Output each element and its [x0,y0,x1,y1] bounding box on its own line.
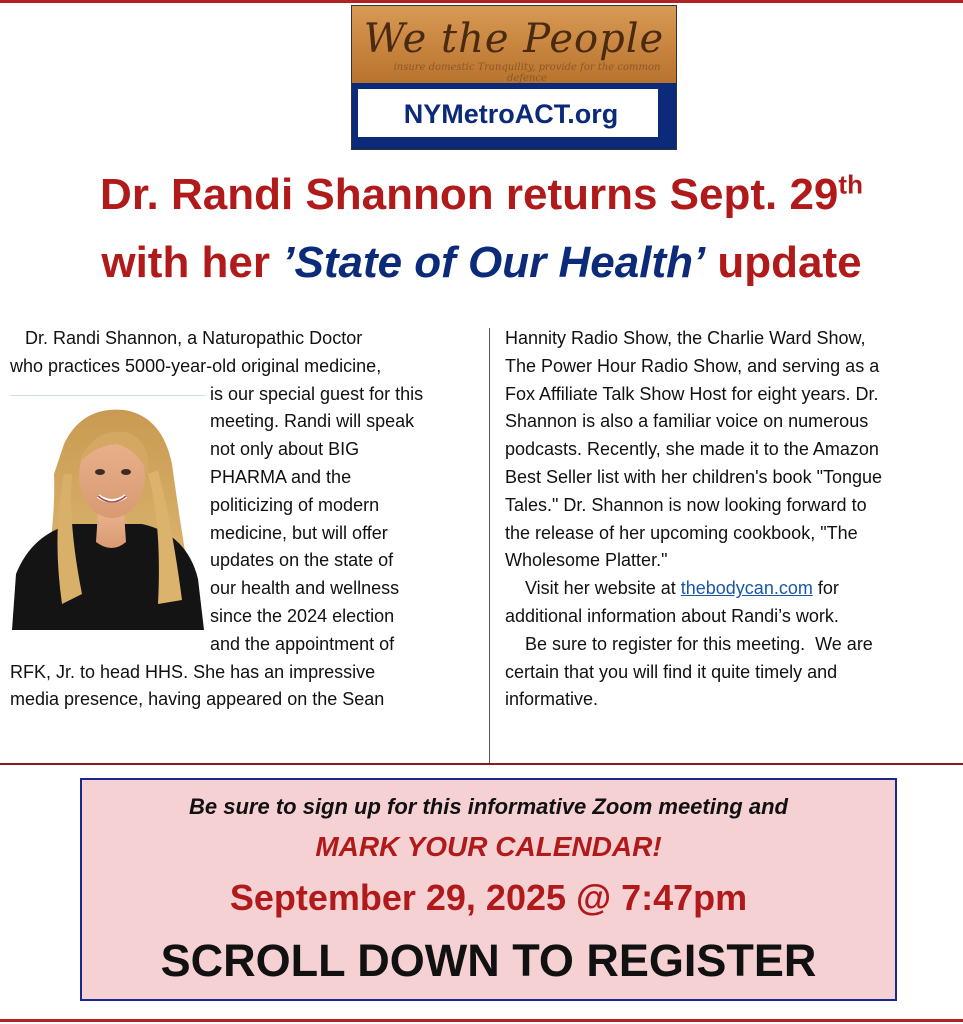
photo-rule [10,395,205,396]
left-indented-line: politicizing of modern [210,494,380,515]
headline-line-2-pre: with her [101,238,283,287]
visit-text: Visit her website at [505,578,681,599]
visit-line [505,575,955,603]
register-line: Be sure to register for this meeting. We are [505,633,873,654]
headline-line-2-post: update [705,238,862,287]
registration-callout [80,778,897,1001]
headline-line-1 [0,170,963,220]
visit-text-end: for [812,578,839,599]
right-line: podcasts. Recently, she made it to the Amazon [505,439,879,460]
headline-line-2 [0,238,963,288]
left-line: media presence, having appeared on the Sean [10,689,385,710]
logo-site-text: NYMetroACT.org [403,99,619,129]
speaker-portrait-graphic [12,404,204,630]
right-line: The Power Hour Radio Show, and serving as a [505,355,880,376]
callout-scroll-register[interactable]: SCROLL DOWN TO REGISTER [160,935,817,986]
logo-parchment [352,6,676,83]
logo-faint-text: insure domestic Tranquility, provide for the common defence [393,62,661,83]
logo-banner [352,83,676,149]
left-indented-line: our health and wellness [210,578,400,599]
section-divider [0,763,963,765]
left-indented-line: since the 2024 election [210,605,395,626]
callout-event-date: September 29, 2025 @ 7:47pm [229,877,748,918]
left-indented-line: medicine, but will offer [210,522,388,543]
website-link[interactable]: thebodycan.com [680,578,813,599]
callout-signup-text: Be sure to sign up for this informative Zoom meeting and [189,794,788,819]
register-line: certain that you will find it quite timely and [505,661,838,682]
column-divider [489,328,490,764]
left-line: who practices 5000-year-old original medicine, [10,355,382,376]
right-line: Tales." Dr. Shannon is now looking forward to [505,494,867,515]
logo-site-box [358,89,658,137]
right-line: Wholesome Platter." [505,550,668,571]
top-divider [0,0,963,3]
left-indented-line: PHARMA and the [210,466,352,487]
bottom-divider [0,1019,963,1022]
right-line: Shannon is also a familiar voice on numerous [505,411,869,432]
right-line: additional information about Randi’s work. [505,605,839,626]
right-line: Best Seller list with her children's book "Tongue [505,466,883,487]
headline-line-1-text: Dr. Randi Shannon returns Sept. 29 [100,170,839,219]
speaker-photo [12,404,204,630]
nymetroact-logo[interactable] [351,5,677,150]
right-line: the release of her upcoming cookbook, "The [505,522,858,543]
callout-mark-calendar: MARK YOUR CALENDAR! [315,831,662,862]
register-line: informative. [505,689,599,710]
headline-ordinal: th [838,169,863,200]
left-indented-line: is our special guest for this [210,383,424,404]
left-line: Dr. Randi Shannon, a Naturopathic Doctor [10,328,363,348]
left-indented-line: not only about BIG [210,439,360,460]
left-indented-line: meeting. Randi will speak [210,411,415,432]
article-right-column [505,325,955,714]
left-indented-line: updates on the state of [210,550,394,571]
logo-script-text: We the People [363,16,665,62]
right-line: Hannity Radio Show, the Charlie Ward Show, [505,328,866,348]
right-line: Fox Affiliate Talk Show Host for eight years. Dr. [505,383,879,404]
left-indented-line: and the appointment of [210,633,395,654]
headline-emphasis: ’State of Our Health’ [282,238,706,287]
left-line: RFK, Jr. to head HHS. She has an impressive [10,661,376,682]
